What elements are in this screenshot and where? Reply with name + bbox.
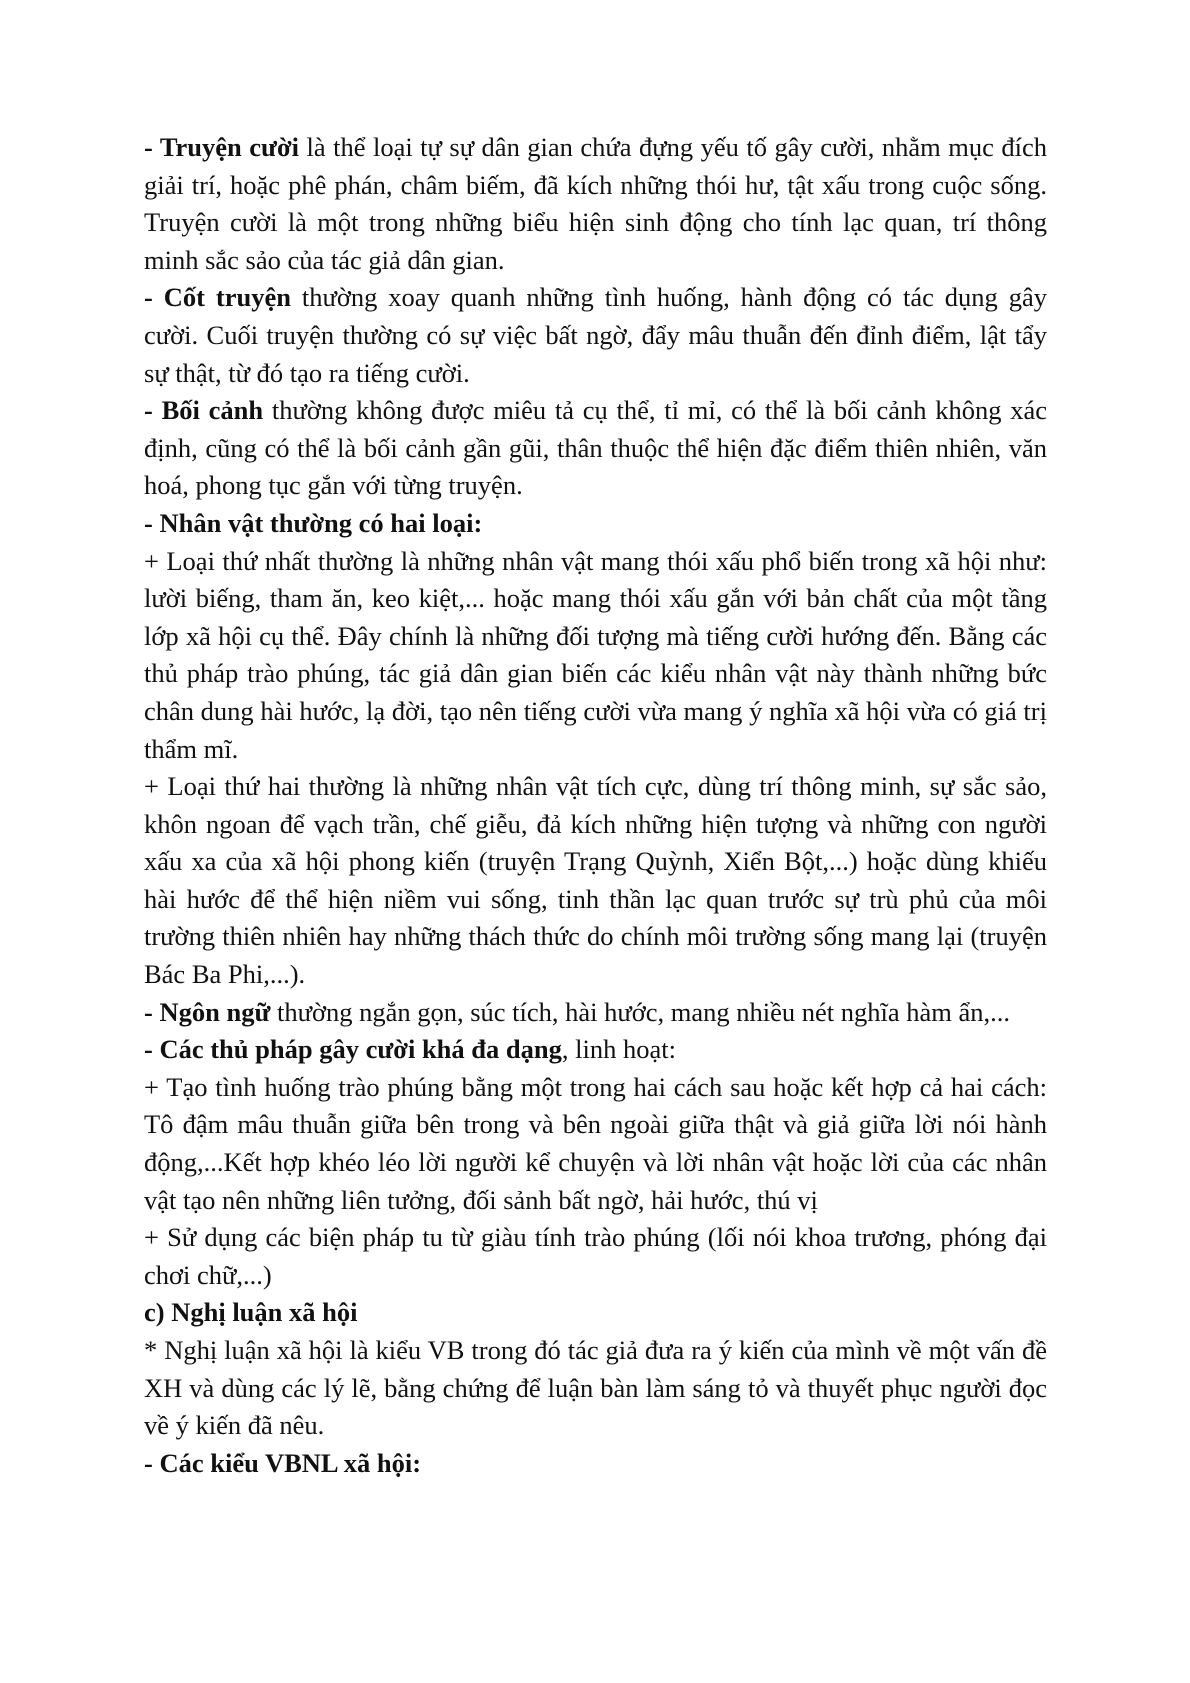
paragraph-text: + Loại thứ hai thường là những nhân vật tích cực, dùng trí thông minh, sự sắc sảo, khôn ngoan để vạch trần, chế giễu, đả kích những hiện tượng và những con người xấu xa của xã hội phong kiến (truyện Trạng Quỳnh, Xiển Bột,...) hoặc dùng khiếu hài hước để thể hiện niềm vui sống, tinh thần lạc quan trước sự trù phủ của môi trường thiên nhiên hay những thách thức do chính môi trường sống mang lại (truyện Bác Ba Phi,...). <box>144 771 1047 990</box>
paragraph-thu-phap <box>144 1031 1047 1069</box>
paragraph-text: + Loại thứ nhất thường là những nhân vật mang thói xấu phổ biến trong xã hội như: lười biếng, tham ăn, keo kiệt,... hoặc mang thói xấu gắn với bản chất của một tầng lớp xã hội cụ thể. Đây chính là những đối tượng mà tiếng cười hướng đến. Bằng các thủ pháp trào phúng, tác giả dân gian biến các kiểu nhân vật này thành những bức chân dung hài hước, lạ đời, tạo nên tiếng cười vừa mang ý nghĩa xã hội vừa có giá trị thẩm mĩ. <box>144 545 1047 764</box>
paragraph-boi-canh <box>144 392 1047 505</box>
paragraph-lead: c) Nghị luận xã hội <box>144 1297 358 1328</box>
paragraph-text: thường ngắn gọn, súc tích, hài hước, mang nhiều nét nghĩa hàm ẩn,... <box>270 996 1011 1027</box>
paragraph-lead: - Các thủ pháp gây cười khá đa dạng <box>144 1034 562 1065</box>
paragraph-loai-thu-nhat <box>144 543 1047 769</box>
paragraph-text: * Nghị luận xã hội là kiểu VB trong đó tác giả đưa ra ý kiến của mình về một vấn đề XH và dùng các lý lẽ, bằng chứng để luận bàn làm sáng tỏ và thuyết phục người đọc về ý kiến đã nêu. <box>144 1335 1047 1441</box>
paragraph-tao-tinh-huong <box>144 1069 1047 1219</box>
paragraph-cot-truyen <box>144 279 1047 392</box>
paragraph-nghi-luan-definition <box>144 1332 1047 1445</box>
paragraph-text: thường xoay quanh những tình huống, hành động có tác dụng gây cười. Cuối truyện thường có sự việc bất ngờ, đẩy mâu thuẫn đến đỉnh điểm, lật tẩy sự thật, từ đó tạo ra tiếng cười. <box>144 282 1047 388</box>
paragraph-loai-thu-hai <box>144 768 1047 994</box>
paragraph-text: , linh hoạt: <box>561 1034 676 1065</box>
paragraph-ngon-ngu <box>144 994 1047 1032</box>
paragraph-lead: - Ngôn ngữ <box>144 996 271 1027</box>
paragraph-cac-kieu-vbnl <box>144 1445 1047 1483</box>
paragraph-lead: - Truyện cười <box>144 132 299 162</box>
paragraph-lead: - Nhân vật thường có hai loại: <box>144 507 483 538</box>
paragraph-text: + Sử dụng các biện pháp tu từ giàu tính trào phúng (lối nói khoa trương, phóng đại chơi chữ,...) <box>144 1222 1047 1290</box>
paragraph-bien-phap-tu-tu <box>144 1219 1047 1294</box>
paragraph-text: + Tạo tình huống trào phúng bằng một trong hai cách sau hoặc kết hợp cả hai cách: Tô đậm mâu thuẫn giữa bên trong và bên ngoài giữa thật và giả giữa lời nói hành động,...Kết hợp khéo léo lời người kể chuyện và lời nhân vật hoặc lời của các nhân vật tạo nên những liên tưởng, đối sảnh bất ngờ, hải hước, thú vị <box>144 1071 1047 1215</box>
paragraph-nhan-vat-heading <box>144 505 1047 543</box>
paragraph-lead: - Bối cảnh <box>144 395 264 426</box>
paragraph-truyen-cuoi <box>144 129 1047 279</box>
paragraph-lead: - Các kiểu VBNL xã hội: <box>144 1447 422 1478</box>
document-page <box>144 129 1047 1482</box>
paragraph-text: thường không được miêu tả cụ thể, tỉ mỉ, có thể là bối cảnh không xác định, cũng có thể là bối cảnh gần gũi, thân thuộc thể hiện đặc điểm thiên nhiên, văn hoá, phong tục gắn với từng truyện. <box>144 395 1047 501</box>
paragraph-text: là thể loại tự sự dân gian chứa đựng yếu tố gây cười, nhằm mục đích giải trí, hoặc phê phán, châm biếm, đã kích những thói hư, tật xấu trong cuộc sống. Truyện cười là một trong những biểu hiện sinh động cho tính lạc quan, trí thông minh sắc sảo của tác giả dân gian. <box>144 132 1047 275</box>
paragraph-lead: - Cốt truyện <box>144 282 291 313</box>
section-heading-nghi-luan <box>144 1294 1047 1332</box>
